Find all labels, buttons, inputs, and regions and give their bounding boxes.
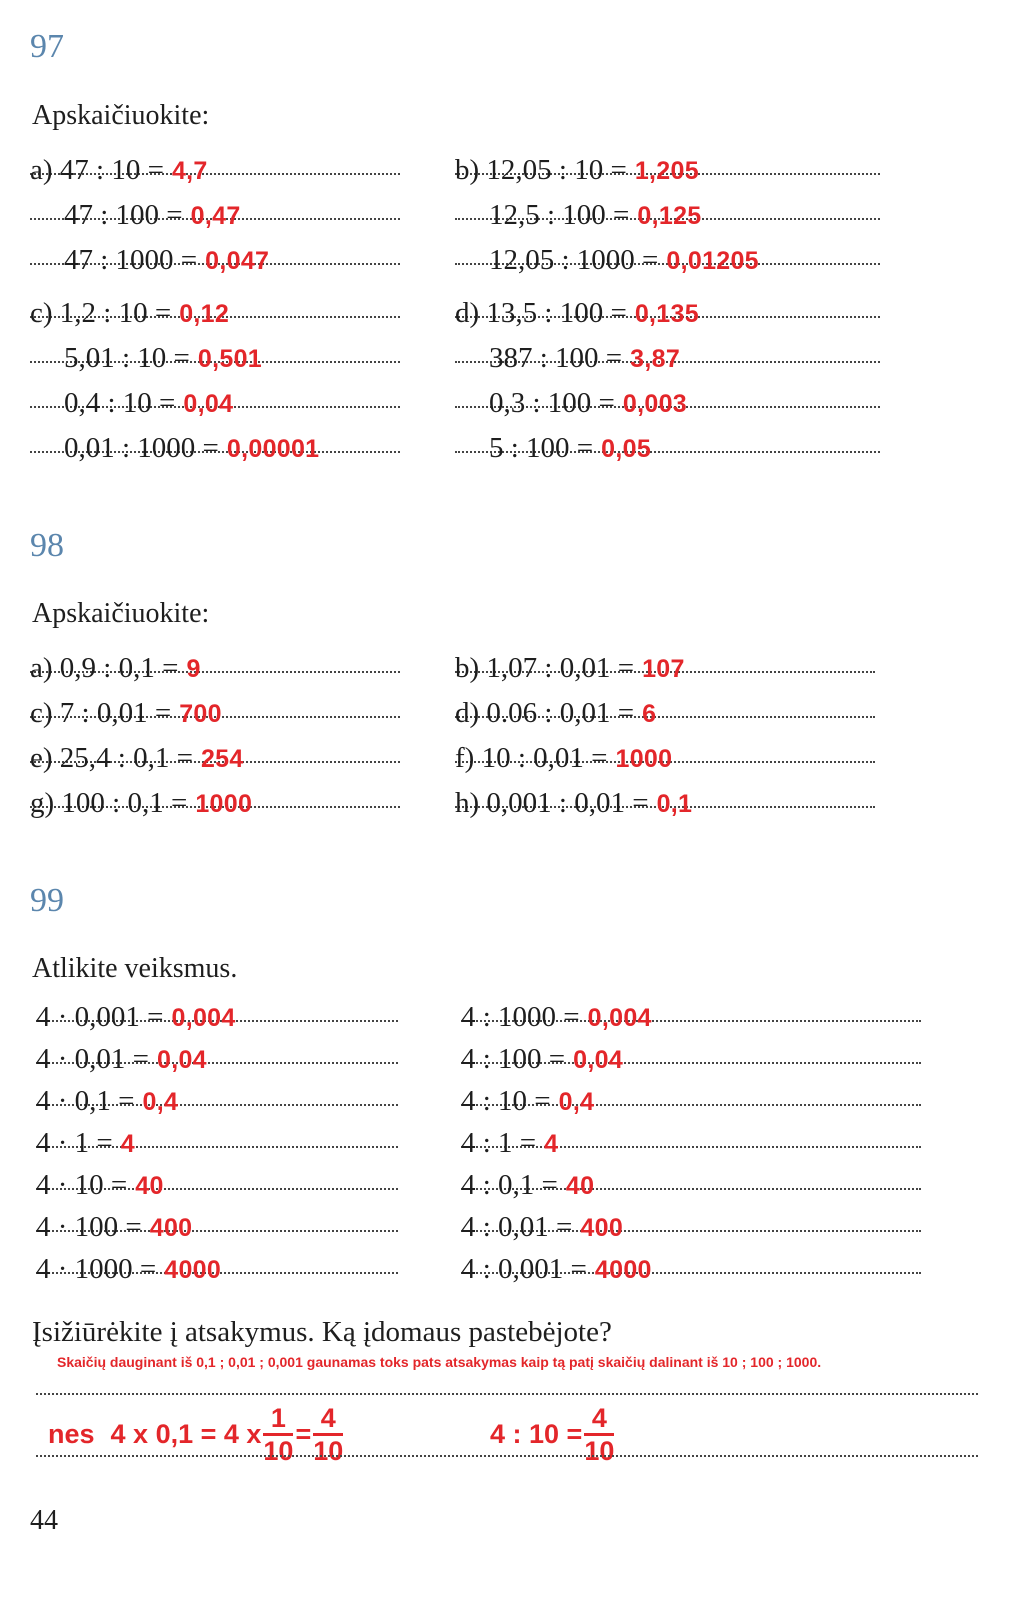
handwritten-answer: 6 [642,700,657,728]
equation-expression: 4 : 0,1 = [461,1169,558,1201]
equation-row [36,1123,398,1163]
handwritten-answer: 0,04 [183,390,234,418]
equation-expression: 5 : 100 = [489,432,594,464]
proof-equation-2 [490,1398,616,1470]
equation-expression: 0,3 : 100 = [489,387,615,419]
handwritten-answer: 4000 [594,1256,652,1284]
item-label: g) [30,787,62,819]
fraction-1-numerator: 1 [270,1402,286,1433]
equation-expression: 1,07 : 0,01 = [486,652,635,684]
equation-expression: 12,5 : 100 = [489,199,630,231]
handwritten-answer: 0,00001 [226,435,320,463]
exercise-98-instruction: Apskaičiuokite: [32,598,210,629]
equation-expression: 0,001 : 0,01 = [486,787,649,819]
equation-row [30,738,400,778]
equation-expression: 47 : 100 = [64,199,183,231]
item-label: c) [30,297,60,329]
equation-row [30,693,400,733]
item-label: d) [455,697,487,729]
equation-row [30,195,400,235]
handwritten-answer: 0,05 [601,435,652,463]
equation-expression: 13,5 : 100 = [486,297,627,329]
exercise-number-99: 99 [30,882,64,919]
equation-row [36,997,398,1037]
equation-row [455,428,880,468]
equation-expression: 4 · 0,1 = [36,1085,135,1117]
handwritten-answer: 0,04 [157,1046,207,1074]
equation-expression: 47 : 1000 = [64,244,198,276]
equation-row [30,338,400,378]
equation-row [461,1123,921,1163]
handwritten-answer: 107 [642,655,685,683]
equation-expression: 387 : 100 = [489,342,623,374]
equation-expression: 4 : 100 = [461,1043,566,1075]
equation-expression: 1,2 : 10 = [59,297,172,329]
exercise-97-instruction: Apskaičiuokite: [32,100,210,131]
handwritten-answer: 400 [580,1214,624,1242]
equation-row [30,783,400,823]
equation-row [30,383,400,423]
equation-row [461,1081,921,1121]
equation-row [455,783,875,823]
equation-row [461,997,921,1037]
handwritten-answer: 1000 [615,745,673,773]
equation-row [30,648,400,688]
equation-expression: 10 : 0,01 = [481,742,608,774]
equation-expression: 0.06 : 0,01 = [486,697,635,729]
exercise-97-right-column [455,150,880,468]
handwritten-answer: 3,87 [630,345,681,373]
equation-row [461,1039,921,1079]
equation-expression: 12,05 : 1000 = [489,244,659,276]
item-label: d) [455,297,487,329]
fraction-3-numerator: 4 [591,1402,607,1433]
equation-row [36,1081,398,1121]
equation-expression: 4 · 0,01 = [36,1043,150,1075]
equation-row [455,693,875,733]
equation-expression: 47 : 10 = [59,154,164,186]
handwritten-answer: 9 [186,655,201,683]
equation-row [30,293,400,333]
page-number: 44 [30,1505,58,1536]
handwritten-answer: 1000 [195,790,253,818]
handwritten-answer: 4,7 [171,157,208,185]
handwritten-answer: 0,1 [656,790,693,818]
handwritten-answer: 0,004 [587,1004,652,1032]
handwritten-answer: 4 [120,1130,135,1158]
fraction-2-numerator: 4 [320,1402,336,1433]
equation-expression: 4 · 1 = [36,1127,113,1159]
item-label: b) [455,154,487,186]
proof-eq2-left: 4 : 10 = [490,1418,583,1449]
equation-expression: 4 · 0,001 = [36,1001,164,1033]
equation-expression: 0,01 : 1000 = [64,432,219,464]
fraction-2-denominator: 10 [313,1435,344,1466]
handwritten-answer: 40 [135,1172,164,1200]
exercise-99-instruction: Atlikite veiksmus. [32,953,238,984]
handwritten-answer: 0,47 [190,202,241,230]
equation-row [30,240,400,280]
equation-row [36,1165,398,1205]
equation-row [30,150,400,190]
equation-expression: 12,05 : 10 = [486,154,627,186]
item-label: c) [30,697,60,729]
handwritten-answer: 0,047 [205,247,270,275]
equation-row [455,383,880,423]
equation-expression: 0,4 : 10 = [64,387,176,419]
proof-equation-1 [48,1398,345,1470]
exercise-98-left-column [30,648,400,823]
handwritten-answer: 0,04 [573,1046,624,1074]
equation-row [461,1207,921,1247]
equation-row [461,1249,921,1289]
handwritten-answer: 0,01205 [666,247,759,275]
equation-row [455,240,880,280]
handwritten-answer: 700 [179,700,222,728]
equation-row [36,1039,398,1079]
item-label: a) [30,652,60,684]
equation-row [36,1249,398,1289]
answer-dotted-line-1 [36,1391,978,1395]
equation-expression: 4 · 10 = [36,1169,128,1201]
handwritten-answer: 0,12 [179,300,230,328]
handwritten-answer: 0,125 [637,202,702,230]
equation-expression: 4 : 1 = [461,1127,537,1159]
equation-expression: 5,01 : 10 = [64,342,190,374]
handwritten-answer: 0,4 [558,1088,595,1116]
equation-row [455,293,880,333]
item-label: f) [455,742,482,774]
equation-row [455,648,875,688]
equation-row [455,195,880,235]
equation-expression: 4 : 1000 = [461,1001,580,1033]
handwritten-answer: 4 [544,1130,559,1158]
equation-expression: 100 : 0,1 = [61,787,188,819]
fraction-3-denominator: 10 [584,1435,615,1466]
handwritten-answer: 1,205 [634,157,699,185]
fraction-1-denominator: 10 [263,1435,294,1466]
item-label: b) [455,652,487,684]
equation-expression: 4 : 0,001 = [461,1253,587,1285]
handwritten-answer: 0,4 [142,1088,179,1116]
item-label: h) [455,787,487,819]
handwritten-answer: 254 [200,745,244,773]
item-label: e) [30,742,60,774]
exercise-98-right-column [455,648,875,823]
equation-expression: 0,9 : 0,1 = [59,652,179,684]
handwritten-answer: 0,003 [622,390,687,418]
exercise-number-98: 98 [30,527,64,564]
handwritten-answer: 0,501 [197,345,262,373]
exercise-99-left-column [36,997,398,1289]
exercise-97-left-column [30,150,400,468]
exercise-number-97: 97 [30,28,64,65]
item-label: a) [30,154,60,186]
observation-question: Įsižiūrėkite į atsakymus. Ką įdomaus pastebėjote? [32,1316,612,1348]
exercise-99-right-column [461,997,921,1289]
handwritten-answer: 0,004 [171,1004,236,1032]
equation-row [455,338,880,378]
equation-expression: 4 : 0,01 = [461,1211,573,1243]
handwritten-answer: 400 [149,1214,193,1242]
equation-row [36,1207,398,1247]
equation-expression: 7 : 0,01 = [59,697,172,729]
proof-eq1-left: 4 x 0,1 = 4 x [110,1418,262,1449]
equation-expression: 4 · 100 = [36,1211,142,1243]
equation-expression: 4 · 1000 = [36,1253,157,1285]
equation-expression: 4 : 10 = [461,1085,551,1117]
handwritten-answer: 0,135 [634,300,699,328]
proof-equals: = [295,1418,312,1449]
equation-row [455,738,875,778]
proof-nes: nes [48,1418,95,1449]
equation-row [461,1165,921,1205]
answer-dotted-line-2 [36,1453,978,1457]
equation-expression: 25,4 : 0,1 = [59,742,193,774]
handwritten-answer: 4000 [164,1256,222,1284]
equation-row [30,428,400,468]
handwritten-answer: 40 [565,1172,595,1200]
equation-row [455,150,880,190]
observation-note: Skaičių dauginant iš 0,1 ; 0,01 ; 0,001 gaunamas toks pats atsakymas kaip tą patį skaičių dalinant iš 10 ; 100 ; 1000. [57,1354,822,1370]
